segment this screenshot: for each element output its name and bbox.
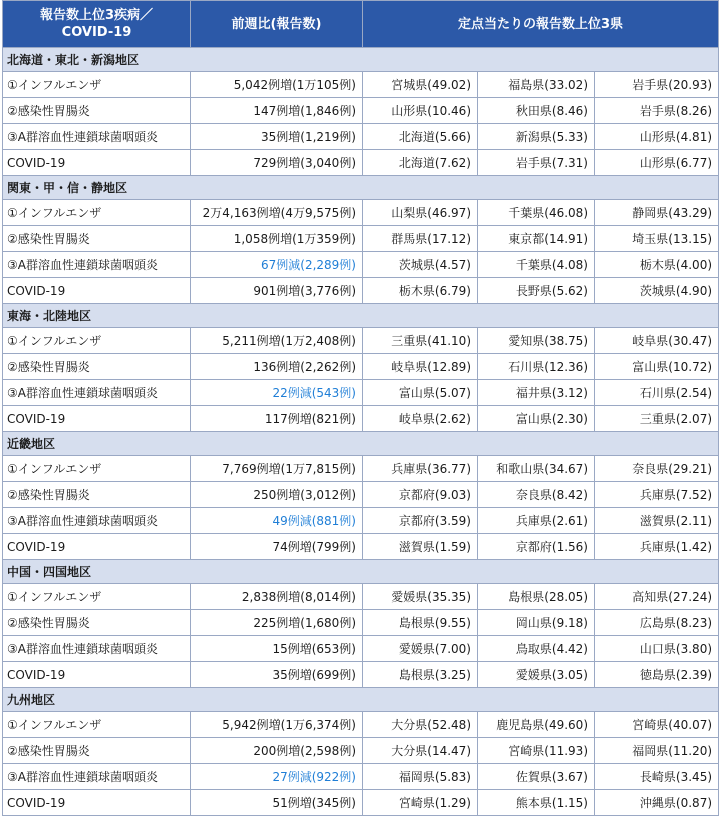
- table-row: [3, 482, 719, 508]
- table-header-row: [3, 1, 719, 48]
- prefecture-rank1-cell: 宮崎県(1.29): [363, 790, 478, 816]
- disease-cell: ③A群溶血性連鎖球菌咽頭炎: [3, 764, 191, 790]
- table-row: [3, 406, 719, 432]
- table-row: [3, 380, 719, 406]
- prefecture-rank2-cell: 岡山県(9.18): [478, 610, 595, 636]
- disease-cell: ②感染性胃腸炎: [3, 354, 191, 380]
- region-name: 関東・甲・信・静地区: [3, 176, 719, 200]
- prefecture-rank2-cell: 愛媛県(3.05): [478, 662, 595, 688]
- prefecture-rank1-cell: 岐阜県(12.89): [363, 354, 478, 380]
- prefecture-rank3-cell: 三重県(2.07): [595, 406, 719, 432]
- prefecture-rank2-cell: 島根県(28.05): [478, 584, 595, 610]
- prefecture-rank1-cell: 富山県(5.07): [363, 380, 478, 406]
- prefecture-rank2-cell: 宮崎県(11.93): [478, 738, 595, 764]
- prefecture-rank2-cell: 鳥取県(4.42): [478, 636, 595, 662]
- table-row: [3, 636, 719, 662]
- prefecture-rank1-cell: 滋賀県(1.59): [363, 534, 478, 560]
- comparison-cell: 49例減(881例): [191, 508, 363, 534]
- prefecture-rank2-cell: 秋田県(8.46): [478, 98, 595, 124]
- comparison-cell: 74例増(799例): [191, 534, 363, 560]
- region-row: [3, 560, 719, 584]
- prefecture-rank3-cell: 宮崎県(40.07): [595, 712, 719, 738]
- prefecture-rank2-cell: 熊本県(1.15): [478, 790, 595, 816]
- table-row: [3, 790, 719, 816]
- comparison-cell: 35例増(699例): [191, 662, 363, 688]
- prefecture-rank3-cell: 滋賀県(2.11): [595, 508, 719, 534]
- prefecture-rank1-cell: 北海道(5.66): [363, 124, 478, 150]
- prefecture-rank1-cell: 栃木県(6.79): [363, 278, 478, 304]
- disease-cell: ③A群溶血性連鎖球菌咽頭炎: [3, 124, 191, 150]
- table-row: [3, 738, 719, 764]
- prefecture-rank2-cell: 奈良県(8.42): [478, 482, 595, 508]
- prefecture-rank3-cell: 徳島県(2.39): [595, 662, 719, 688]
- prefecture-rank1-cell: 宮城県(49.02): [363, 72, 478, 98]
- prefecture-rank3-cell: 兵庫県(1.42): [595, 534, 719, 560]
- comparison-cell: 5,042例増(1万105例): [191, 72, 363, 98]
- header-top3-prefectures: 定点当たりの報告数上位3県: [363, 1, 719, 48]
- comparison-cell: 2万4,163例増(4万9,575例): [191, 200, 363, 226]
- region-row: [3, 432, 719, 456]
- prefecture-rank2-cell: 福島県(33.02): [478, 72, 595, 98]
- region-name: 九州地区: [3, 688, 719, 712]
- prefecture-rank1-cell: 山梨県(46.97): [363, 200, 478, 226]
- prefecture-rank2-cell: 富山県(2.30): [478, 406, 595, 432]
- header-disease-line1: 報告数上位3疾病／: [39, 8, 154, 23]
- prefecture-rank2-cell: 和歌山県(34.67): [478, 456, 595, 482]
- prefecture-rank1-cell: 京都府(3.59): [363, 508, 478, 534]
- table-row: [3, 98, 719, 124]
- header-disease-line2: COVID-19: [61, 25, 132, 40]
- prefecture-rank1-cell: 愛媛県(7.00): [363, 636, 478, 662]
- region-row: [3, 304, 719, 328]
- region-row: [3, 688, 719, 712]
- comparison-cell: 35例増(1,219例): [191, 124, 363, 150]
- region-name: 近畿地区: [3, 432, 719, 456]
- prefecture-rank1-cell: 兵庫県(36.77): [363, 456, 478, 482]
- prefecture-rank2-cell: 兵庫県(2.61): [478, 508, 595, 534]
- prefecture-rank3-cell: 岩手県(20.93): [595, 72, 719, 98]
- prefecture-rank1-cell: 大分県(14.47): [363, 738, 478, 764]
- prefecture-rank3-cell: 兵庫県(7.52): [595, 482, 719, 508]
- prefecture-rank2-cell: 鹿児島県(49.60): [478, 712, 595, 738]
- disease-cell: COVID-19: [3, 534, 191, 560]
- prefecture-rank3-cell: 富山県(10.72): [595, 354, 719, 380]
- table-row: [3, 72, 719, 98]
- prefecture-rank2-cell: 東京都(14.91): [478, 226, 595, 252]
- prefecture-rank1-cell: 群馬県(17.12): [363, 226, 478, 252]
- prefecture-rank2-cell: 石川県(12.36): [478, 354, 595, 380]
- prefecture-rank2-cell: 新潟県(5.33): [478, 124, 595, 150]
- table-row: [3, 124, 719, 150]
- prefecture-rank3-cell: 埼玉県(13.15): [595, 226, 719, 252]
- prefecture-rank1-cell: 京都府(9.03): [363, 482, 478, 508]
- prefecture-rank3-cell: 福岡県(11.20): [595, 738, 719, 764]
- disease-cell: COVID-19: [3, 278, 191, 304]
- prefecture-rank1-cell: 愛媛県(35.35): [363, 584, 478, 610]
- comparison-cell: 200例増(2,598例): [191, 738, 363, 764]
- table-row: [3, 252, 719, 278]
- prefecture-rank3-cell: 石川県(2.54): [595, 380, 719, 406]
- table-row: [3, 354, 719, 380]
- disease-cell: ③A群溶血性連鎖球菌咽頭炎: [3, 252, 191, 278]
- prefecture-rank3-cell: 広島県(8.23): [595, 610, 719, 636]
- disease-cell: ②感染性胃腸炎: [3, 482, 191, 508]
- disease-cell: ③A群溶血性連鎖球菌咽頭炎: [3, 508, 191, 534]
- header-comparison: 前週比(報告数): [191, 1, 363, 48]
- comparison-cell: 2,838例増(8,014例): [191, 584, 363, 610]
- table-row: [3, 712, 719, 738]
- regional-report-table: [2, 0, 719, 816]
- table-row: [3, 226, 719, 252]
- table-row: [3, 662, 719, 688]
- comparison-cell: 901例増(3,776例): [191, 278, 363, 304]
- disease-cell: ①インフルエンザ: [3, 72, 191, 98]
- table-row: [3, 584, 719, 610]
- disease-cell: ②感染性胃腸炎: [3, 98, 191, 124]
- comparison-cell: 22例減(543例): [191, 380, 363, 406]
- prefecture-rank3-cell: 山口県(3.80): [595, 636, 719, 662]
- prefecture-rank1-cell: 北海道(7.62): [363, 150, 478, 176]
- comparison-cell: 7,769例増(1万7,815例): [191, 456, 363, 482]
- comparison-cell: 27例減(922例): [191, 764, 363, 790]
- region-row: [3, 48, 719, 72]
- table-row: [3, 610, 719, 636]
- table-row: [3, 456, 719, 482]
- comparison-cell: 136例増(2,262例): [191, 354, 363, 380]
- prefecture-rank2-cell: 愛知県(38.75): [478, 328, 595, 354]
- disease-cell: ①インフルエンザ: [3, 200, 191, 226]
- prefecture-rank3-cell: 長崎県(3.45): [595, 764, 719, 790]
- prefecture-rank1-cell: 山形県(10.46): [363, 98, 478, 124]
- disease-cell: COVID-19: [3, 150, 191, 176]
- disease-cell: ②感染性胃腸炎: [3, 610, 191, 636]
- table-row: [3, 200, 719, 226]
- prefecture-rank3-cell: 高知県(27.24): [595, 584, 719, 610]
- comparison-cell: 51例増(345例): [191, 790, 363, 816]
- comparison-cell: 117例増(821例): [191, 406, 363, 432]
- comparison-cell: 15例増(653例): [191, 636, 363, 662]
- prefecture-rank2-cell: 千葉県(4.08): [478, 252, 595, 278]
- prefecture-rank1-cell: 島根県(3.25): [363, 662, 478, 688]
- comparison-cell: 147例増(1,846例): [191, 98, 363, 124]
- prefecture-rank1-cell: 茨城県(4.57): [363, 252, 478, 278]
- prefecture-rank3-cell: 沖縄県(0.87): [595, 790, 719, 816]
- table-row: [3, 328, 719, 354]
- prefecture-rank2-cell: 京都府(1.56): [478, 534, 595, 560]
- disease-cell: ①インフルエンザ: [3, 584, 191, 610]
- region-name: 北海道・東北・新潟地区: [3, 48, 719, 72]
- prefecture-rank3-cell: 山形県(6.77): [595, 150, 719, 176]
- region-name: 中国・四国地区: [3, 560, 719, 584]
- prefecture-rank1-cell: 福岡県(5.83): [363, 764, 478, 790]
- prefecture-rank2-cell: 長野県(5.62): [478, 278, 595, 304]
- disease-cell: ③A群溶血性連鎖球菌咽頭炎: [3, 380, 191, 406]
- header-disease: [3, 1, 191, 48]
- prefecture-rank1-cell: 島根県(9.55): [363, 610, 478, 636]
- comparison-cell: 5,942例増(1万6,374例): [191, 712, 363, 738]
- disease-cell: ②感染性胃腸炎: [3, 738, 191, 764]
- prefecture-rank3-cell: 奈良県(29.21): [595, 456, 719, 482]
- prefecture-rank2-cell: 岩手県(7.31): [478, 150, 595, 176]
- prefecture-rank2-cell: 佐賀県(3.67): [478, 764, 595, 790]
- prefecture-rank3-cell: 岐阜県(30.47): [595, 328, 719, 354]
- table-row: [3, 508, 719, 534]
- prefecture-rank2-cell: 福井県(3.12): [478, 380, 595, 406]
- disease-cell: ②感染性胃腸炎: [3, 226, 191, 252]
- prefecture-rank3-cell: 山形県(4.81): [595, 124, 719, 150]
- comparison-cell: 67例減(2,289例): [191, 252, 363, 278]
- prefecture-rank1-cell: 三重県(41.10): [363, 328, 478, 354]
- comparison-cell: 729例増(3,040例): [191, 150, 363, 176]
- prefecture-rank3-cell: 茨城県(4.90): [595, 278, 719, 304]
- disease-cell: COVID-19: [3, 662, 191, 688]
- prefecture-rank3-cell: 岩手県(8.26): [595, 98, 719, 124]
- disease-cell: ①インフルエンザ: [3, 328, 191, 354]
- disease-cell: ③A群溶血性連鎖球菌咽頭炎: [3, 636, 191, 662]
- region-name: 東海・北陸地区: [3, 304, 719, 328]
- prefecture-rank2-cell: 千葉県(46.08): [478, 200, 595, 226]
- comparison-cell: 1,058例増(1万359例): [191, 226, 363, 252]
- disease-cell: COVID-19: [3, 790, 191, 816]
- disease-cell: ①インフルエンザ: [3, 456, 191, 482]
- disease-cell: COVID-19: [3, 406, 191, 432]
- table-row: [3, 150, 719, 176]
- region-row: [3, 176, 719, 200]
- table-row: [3, 534, 719, 560]
- prefecture-rank3-cell: 栃木県(4.00): [595, 252, 719, 278]
- table-row: [3, 278, 719, 304]
- disease-cell: ①インフルエンザ: [3, 712, 191, 738]
- table-row: [3, 764, 719, 790]
- prefecture-rank1-cell: 大分県(52.48): [363, 712, 478, 738]
- comparison-cell: 5,211例増(1万2,408例): [191, 328, 363, 354]
- comparison-cell: 225例増(1,680例): [191, 610, 363, 636]
- prefecture-rank3-cell: 静岡県(43.29): [595, 200, 719, 226]
- prefecture-rank1-cell: 岐阜県(2.62): [363, 406, 478, 432]
- comparison-cell: 250例増(3,012例): [191, 482, 363, 508]
